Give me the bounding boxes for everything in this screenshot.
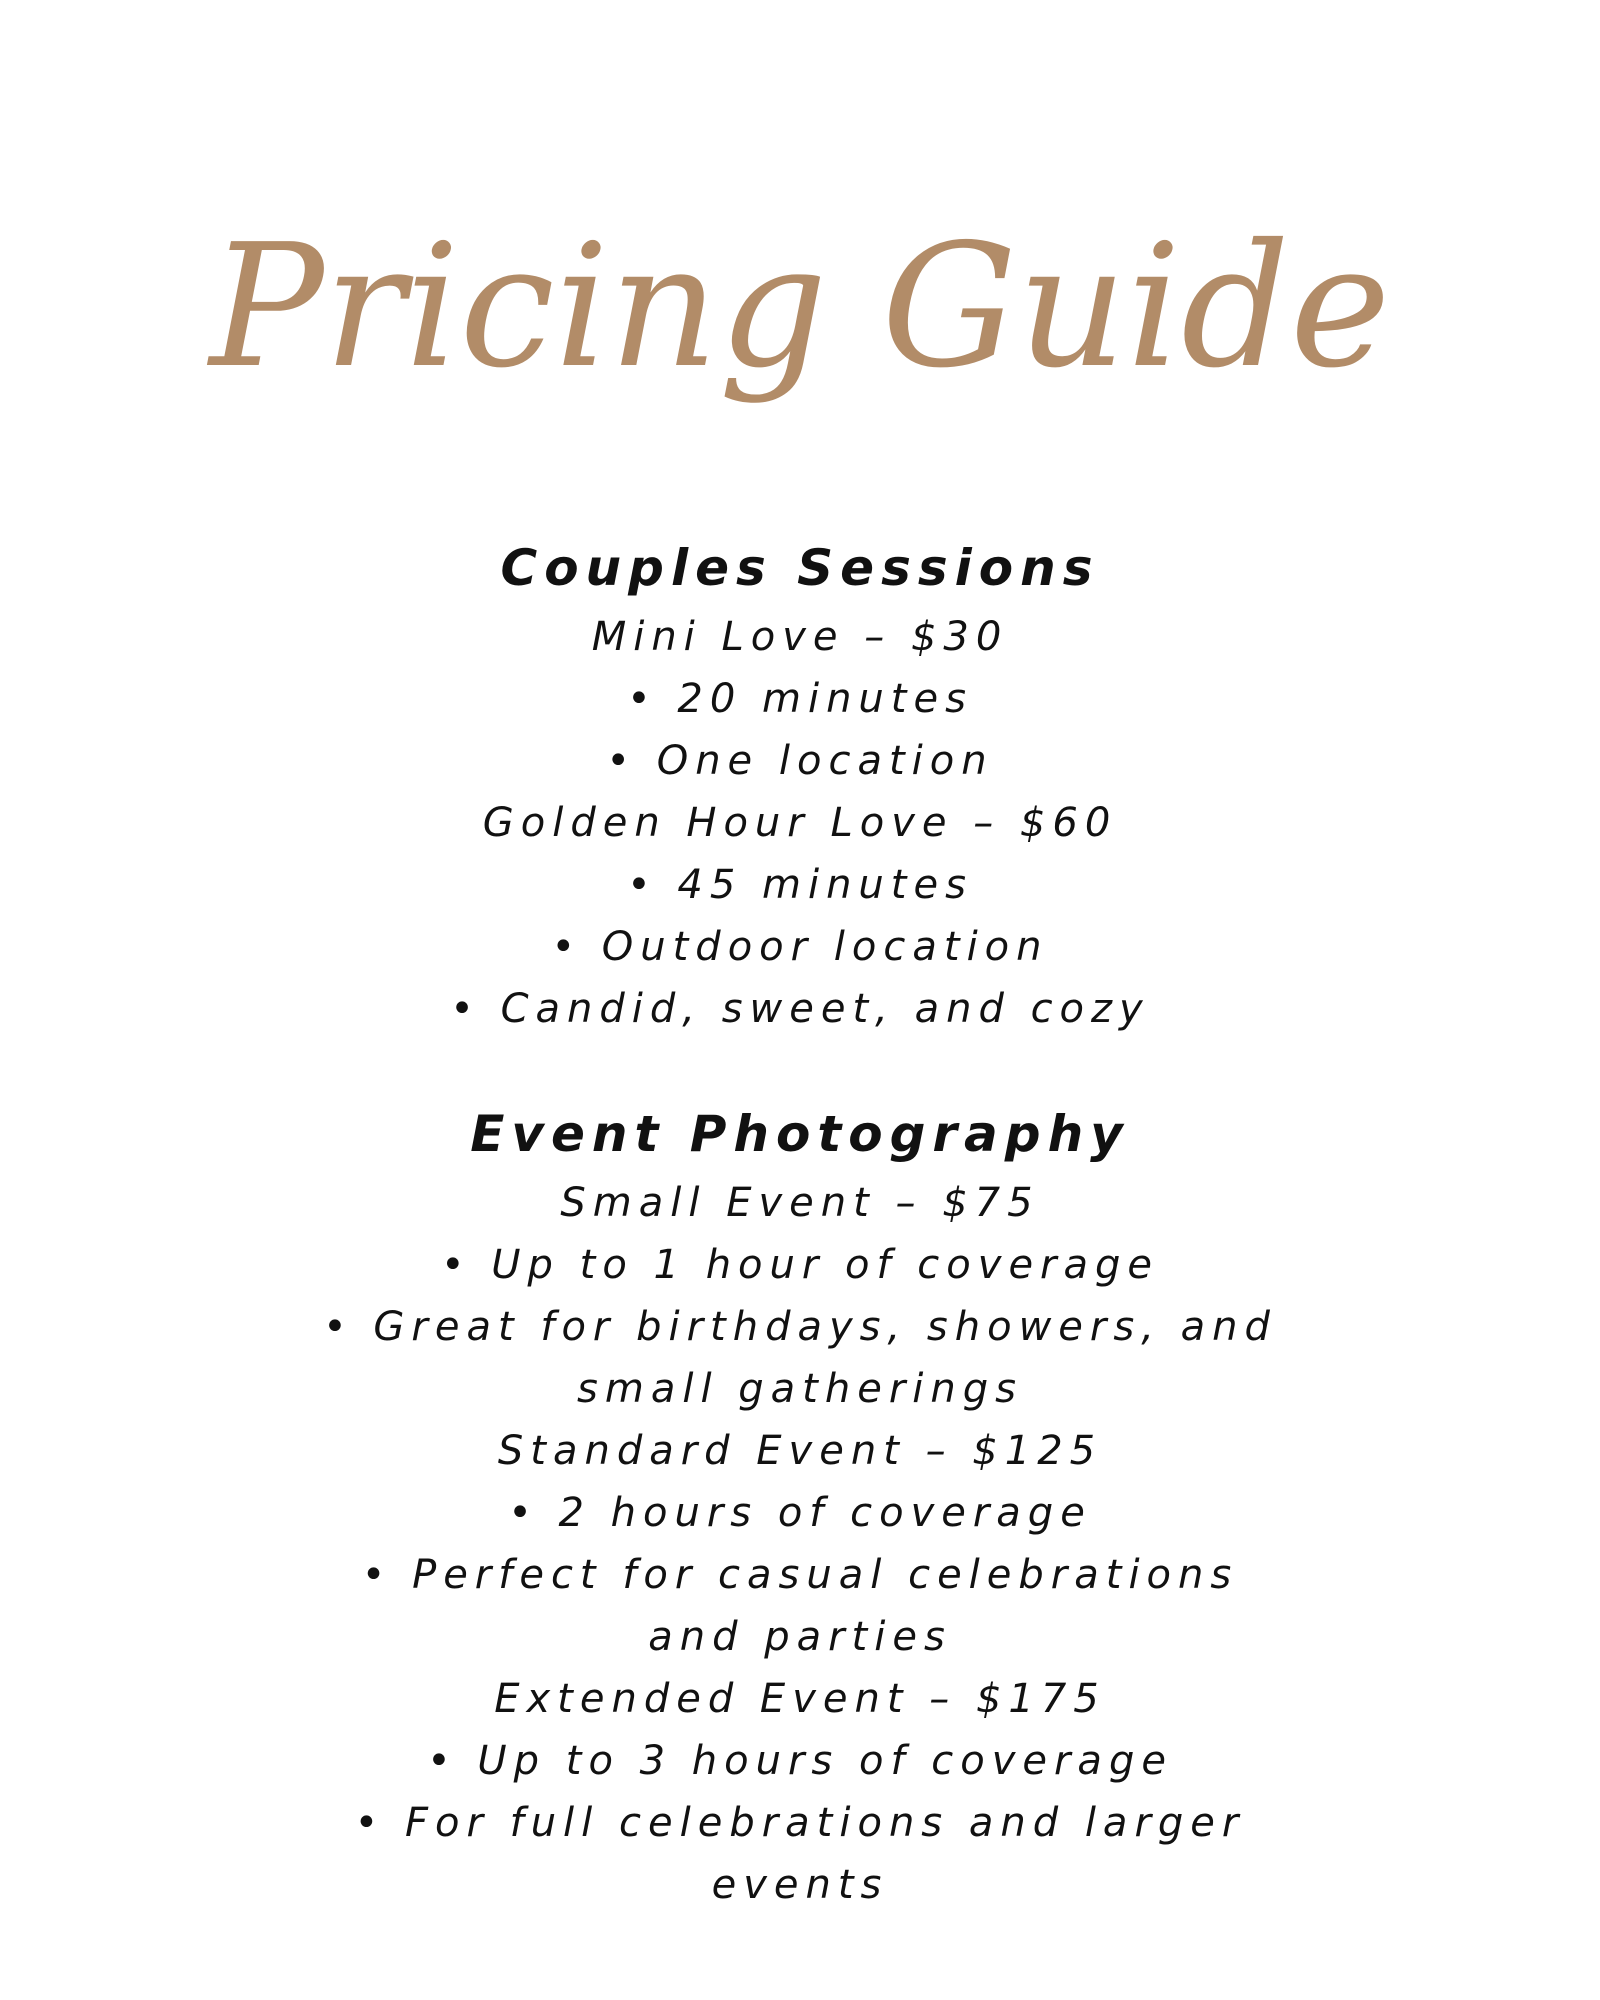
package-detail: • Perfect for casual celebrations and parties — [361, 1552, 1239, 1660]
package-detail: • Up to 1 hour of coverage — [440, 1242, 1160, 1288]
section-heading: Couples Sessions — [500, 539, 1100, 597]
package-detail: • Great for birthdays, showers, and small gatherings — [323, 1304, 1277, 1412]
package-title: Standard Event – $125 — [497, 1428, 1103, 1474]
package-detail: • 2 hours of coverage — [508, 1490, 1092, 1536]
package-detail: • Candid, sweet, and cozy — [450, 986, 1150, 1032]
package-detail: • One location — [606, 738, 994, 784]
event-photography-section — [0, 1096, 1600, 1916]
package-title: Small Event – $75 — [560, 1180, 1040, 1226]
package-detail: • 45 minutes — [627, 862, 973, 908]
section-heading: Event Photography — [470, 1105, 1130, 1163]
package-title: Mini Love – $30 — [591, 614, 1009, 660]
package-detail: • Up to 3 hours of coverage — [427, 1738, 1173, 1784]
title-text: Pricing Guide — [209, 208, 1391, 406]
couples-sessions-section — [0, 530, 1600, 1040]
page-title — [0, 170, 1600, 500]
pricing-content — [0, 530, 1600, 1916]
package-title: Extended Event – $175 — [494, 1676, 1106, 1722]
package-detail: • For full celebrations and larger events — [354, 1800, 1246, 1908]
package-detail: • Outdoor location — [551, 924, 1049, 970]
package-detail: • 20 minutes — [627, 676, 973, 722]
pricing-guide-script-title — [0, 170, 1600, 500]
package-title: Golden Hour Love – $60 — [482, 800, 1118, 846]
